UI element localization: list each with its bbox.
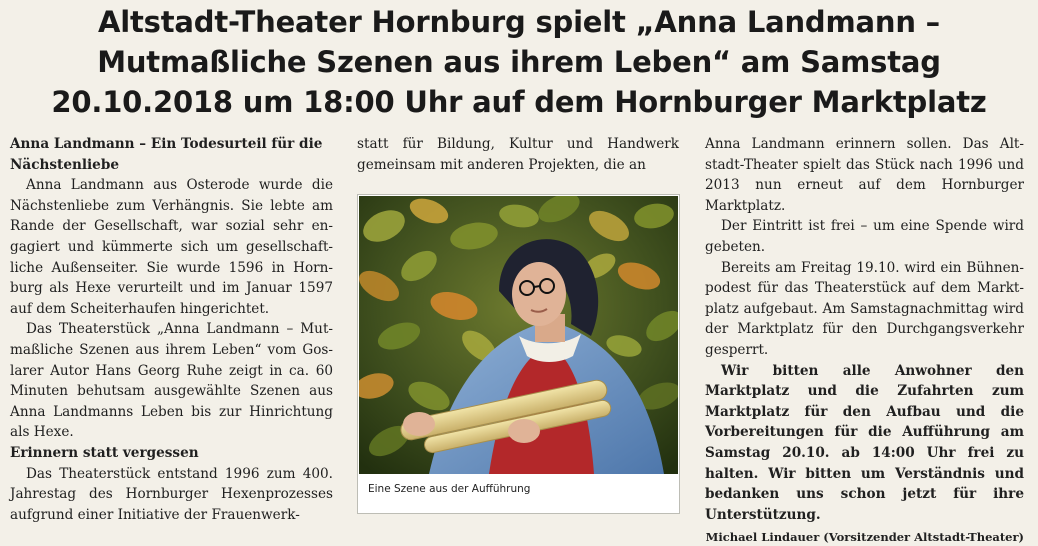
article-column-1: [10, 134, 333, 525]
paragraph-anwohner: Wir bitten alle Anwohner den Marktplatz und die Zufahrten zum Marktplatz für den Aufbau und die Vorbereitungen für die Aufführung am Samstag 20.10. ab 14:00 Uhr frei zu halten. Wir bitten um Verständnis und bedanken uns schon jetzt für ihre Unterstützung.: [705, 362, 1024, 523]
headline-line-2: Mutmaßliche Szenen aus ihrem Leben“ am Samstag: [97, 45, 941, 79]
headline: [0, 2, 1038, 122]
photo-frame: [357, 194, 680, 514]
paragraph-erinnern-fortsetzung: Anna Landmann erinnern sollen. Das Altstadt-Theater spielt das Stück nach 1996 und 2013 nun erneut auf dem Hornburger Marktplatz.: [705, 136, 1024, 214]
subheading-erinnern: Erinnern statt vergessen: [10, 444, 199, 461]
scene-photo: [359, 196, 678, 474]
headline-line-3: 20.10.2018 um 18:00 Uhr auf dem Hornburger Marktplatz: [51, 85, 987, 119]
paragraph-entstehung: Das Theaterstück entstand 1996 zum 400. Jahrestag des Hornburger Hexenprozesses aufgrund einer Initiative der Frauenwerk-: [10, 465, 333, 523]
headline-line-1: Altstadt-Theater Hornburg spielt „Anna Landmann –: [98, 5, 940, 39]
article-column-3: [705, 134, 1024, 546]
subheading-todesurteil: Anna Landmann – Ein Todesurteil für die Nächstenliebe: [10, 136, 323, 173]
article-column-2: [357, 134, 679, 175]
paragraph-eintritt: Der Eintritt ist frei – um eine Spende wird gebeten.: [705, 218, 1024, 255]
signature: Michael Lindauer (Vorsitzender Altstadt-Theater): [705, 530, 1024, 545]
paragraph-theaterstueck: Das Theaterstück „Anna Landmann – Mutmaßliche Szenen aus ihrem Leben“ vom Goslarer Autor Hans Georg Ruhe zeigt in ca. 60 Minuten behutsam ausgewählte Szenen aus Anna Landmanns Leben bis zur Hinrichtung als Hexe.: [10, 321, 333, 441]
paragraph-intro: Anna Landmann aus Osterode wurde die Nächstenliebe zum Verhängnis. Sie lebte am Rande der Gesellschaft, war sozial sehr engagiert und kümmerte sich um gesellschaftliche Außenseiter. Sie wurde 1596 in Hornburg als Hexe verurteilt und im Januar 1597 auf dem Scheiterhaufen hingerichtet.: [10, 177, 333, 317]
scene-photo-image: [359, 196, 678, 474]
photo-caption: Eine Szene aus der Aufführung: [368, 483, 531, 495]
paragraph-aufbau: Bereits am Freitag 19.10. wird ein Bühnenpodest für das Theaterstück auf dem Marktplatz aufgebaut. Am Samstagnachmittag wird der Marktplatz für den Durchgangsverkehr gesperrt.: [705, 259, 1024, 358]
paragraph-continued: statt für Bildung, Kultur und Handwerk gemeinsam mit anderen Projekten, die an: [357, 136, 679, 173]
